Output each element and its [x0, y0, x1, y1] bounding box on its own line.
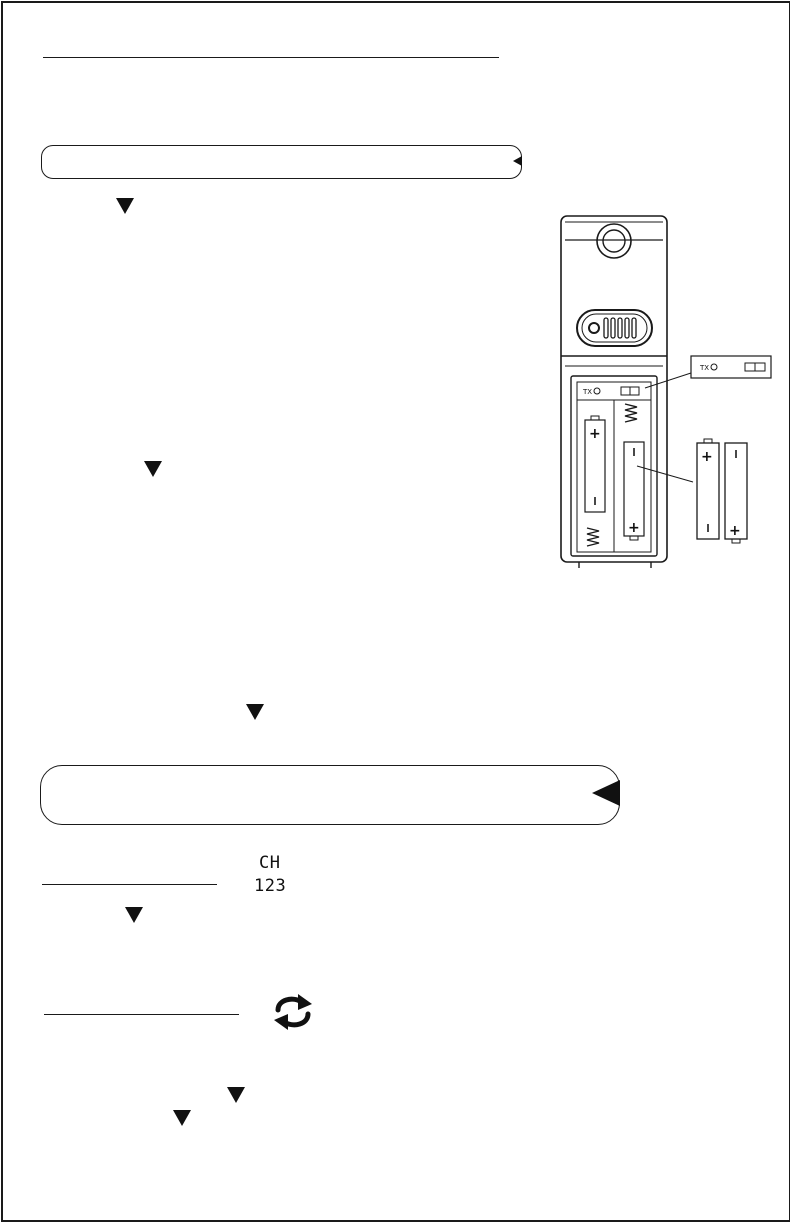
down-arrow-icon — [227, 1087, 245, 1103]
channel-icon-label: CH — [259, 853, 281, 873]
down-arrow-icon — [116, 198, 134, 214]
svg-text:+: + — [729, 523, 741, 539]
section-banner-2 — [40, 765, 620, 825]
svg-text:TX: TX — [700, 364, 710, 372]
channel-icon-digits: 123 — [254, 876, 287, 896]
svg-text:+: + — [589, 426, 601, 442]
banner-pointer-icon — [592, 780, 620, 806]
down-arrow-icon — [246, 704, 264, 720]
sync-arrows-icon — [270, 992, 316, 1032]
page-border — [1, 1, 790, 1222]
transmitter-battery-diagram — [525, 210, 775, 570]
down-arrow-icon — [144, 461, 162, 477]
subheading-rule-2 — [44, 1014, 239, 1015]
subheading-rule-1 — [42, 884, 217, 885]
banner-pointer-icon — [513, 156, 522, 166]
svg-text:+: + — [628, 520, 640, 536]
heading-rule-top — [43, 57, 499, 58]
down-arrow-icon — [173, 1110, 191, 1126]
down-arrow-icon — [125, 907, 143, 923]
section-banner-1 — [41, 145, 522, 179]
tx-label: TX — [583, 388, 593, 396]
svg-text:+: + — [701, 449, 713, 465]
